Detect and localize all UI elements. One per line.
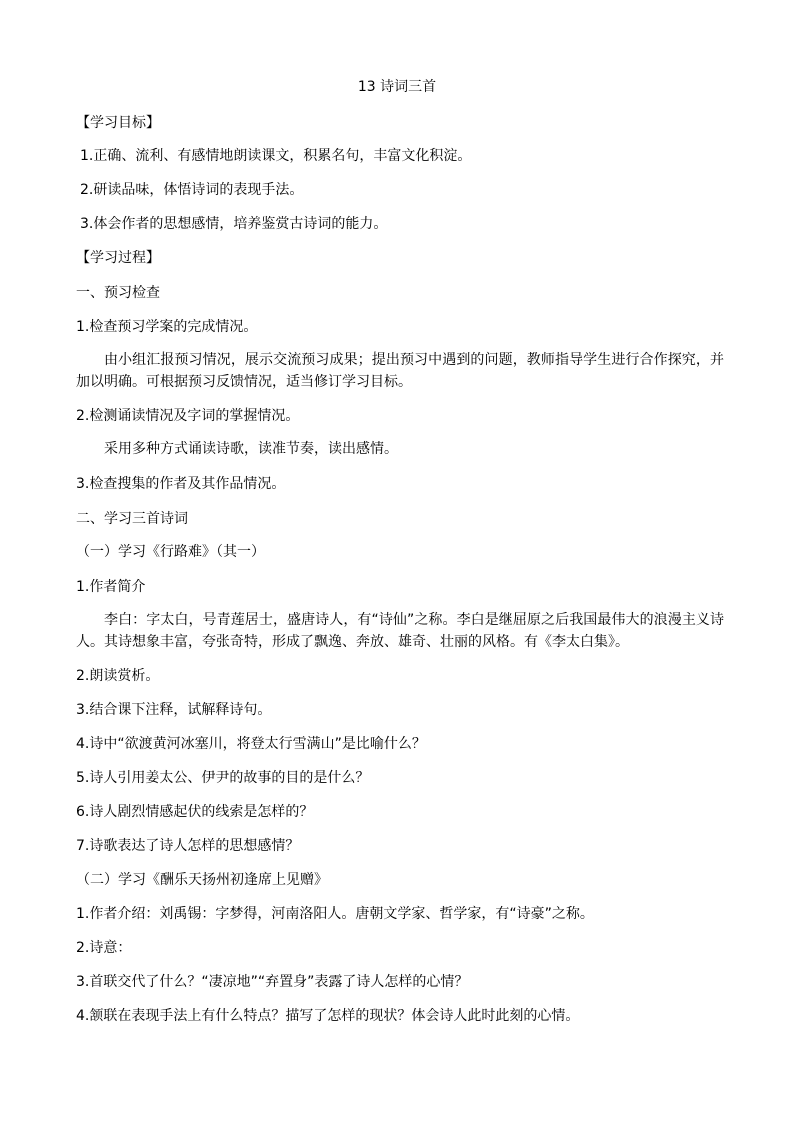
section-heading-goals: 【学习目标】: [76, 115, 160, 131]
poem2-item-2: 2.诗意：: [76, 940, 132, 956]
poem1-item-7: 7.诗歌表达了诗人怎样的思想感情？: [76, 838, 300, 854]
part-heading-2: 二、学习三首诗词: [76, 511, 188, 527]
poem1-item-4: 4.诗中“欲渡黄河冰塞川，将登太行雪满山”是比喻什么？: [76, 736, 426, 752]
part-heading-1: 一、预习检查: [76, 285, 160, 301]
subsection-heading-1: （一）学习《行路难》（其一）: [76, 544, 265, 560]
goal-item-1: 1.正确、流利、有感情地朗读课文，积累名句，丰富文化积淀。: [80, 148, 472, 164]
preview-item-3: 3.检查搜集的作者及其作品情况。: [76, 476, 286, 492]
poem1-item-5: 5.诗人引用姜太公、伊尹的故事的目的是什么？: [76, 770, 370, 786]
poem2-item-1: 1.作者介绍：刘禹锡：字梦得，河南洛阳人。唐朝文学家、哲学家，有“诗豪”之称。: [76, 906, 594, 922]
preview-item-2-text: 采用多种方式诵读诗歌，读准节奏，读出感情。: [104, 441, 398, 457]
poem1-item-1: 1.作者简介: [76, 579, 146, 595]
document-title: 13 诗词三首: [357, 79, 437, 95]
preview-item-2: 2.检测诵读情况及字词的掌握情况。: [76, 408, 300, 424]
preview-item-1-text: 由小组汇报预习情况，展示交流预习成果；提出预习中遇到的问题，教师指导学生进行合作探究，并加以明确。可根据预习反馈情况，适当修订学习目标。: [76, 352, 724, 390]
section-heading-process: 【学习过程】: [76, 250, 160, 266]
preview-item-1: 1.检查预习学案的完成情况。: [76, 319, 258, 335]
poem1-item-3: 3.结合课下注释，试解释诗句。: [76, 702, 272, 718]
poem1-item-6: 6.诗人剧烈情感起伏的线索是怎样的？: [76, 804, 314, 820]
goal-item-3: 3.体会作者的思想感情，培养鉴赏古诗词的能力。: [80, 216, 388, 232]
poem2-item-4: 4.颔联在表现手法上有什么特点？描写了怎样的现状？体会诗人此时此刻的心情。: [76, 1008, 580, 1024]
poem2-item-3: 3.首联交代了什么？“凄凉地”“弃置身”表露了诗人怎样的心情？: [76, 974, 469, 990]
poem1-item-2: 2.朗读赏析。: [76, 668, 160, 684]
goal-item-2: 2.研读品味，体悟诗词的表现手法。: [80, 182, 304, 198]
poem1-item-1-text: 李白：字太白，号青莲居士，盛唐诗人，有“诗仙”之称。李白是继屈原之后我国最伟大的浪漫主义诗人。其诗想象丰富，夸张奇特，形成了飘逸、奔放、雄奇、壮丽的风格。有《李太白集》。: [76, 612, 724, 650]
subsection-heading-2: （二）学习《酬乐天扬州初逢席上见赠》: [76, 872, 328, 888]
